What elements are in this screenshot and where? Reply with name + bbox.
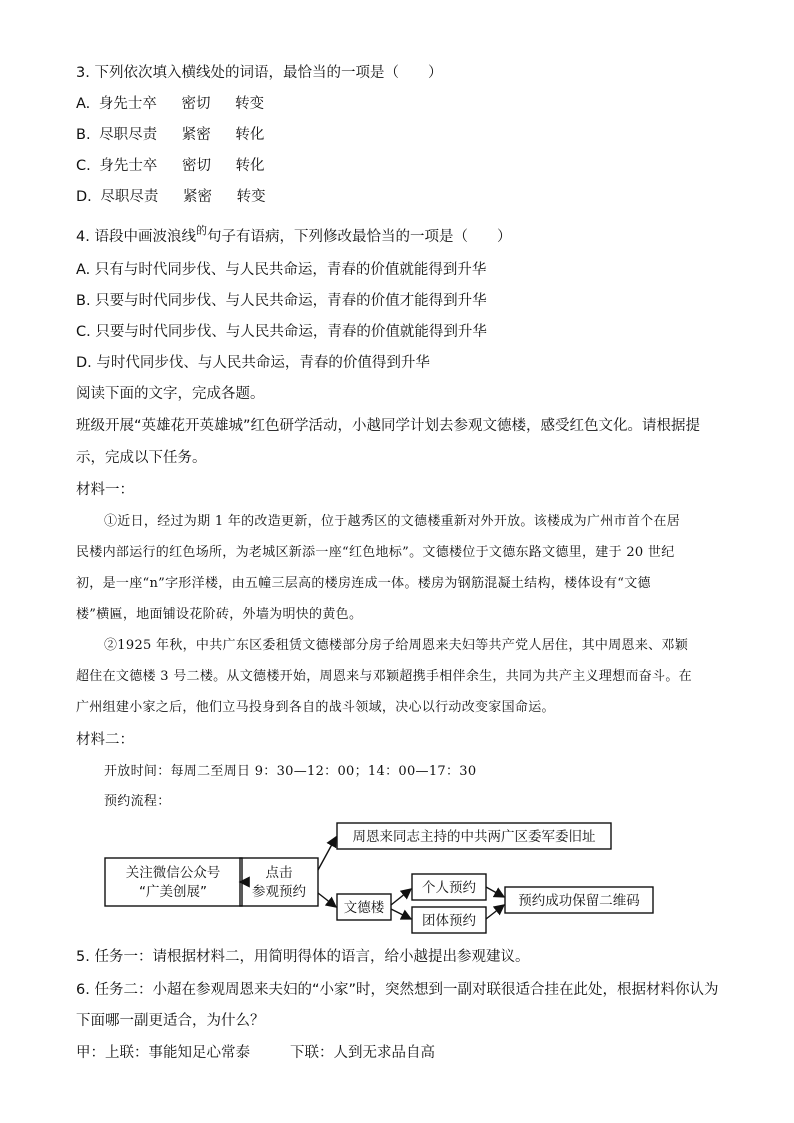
option-word-3: 转化 bbox=[235, 127, 265, 143]
option-label: D. bbox=[76, 189, 92, 205]
wechat-line-1: 关注微信公众号 bbox=[125, 865, 221, 881]
q4-option-d: D. 与时代同步伐、与人民共命运，青春的价值得到升华 bbox=[76, 355, 430, 371]
booking-flowchart bbox=[0, 815, 794, 940]
arrow-to-wende bbox=[318, 893, 336, 907]
group-label: 团体预约 bbox=[422, 913, 476, 929]
zhou-site-label: 周恩来同志主持的中共两广区委军委旧址 bbox=[352, 829, 596, 845]
personal-label: 个人预约 bbox=[422, 880, 476, 896]
option-word-2: 密切 bbox=[181, 96, 211, 112]
q4-option-c: C. 只要与时代同步伐、与人民共命运，青春的价值就能得到升华 bbox=[76, 324, 487, 340]
material-1-line-1: ①近日，经过为期 1 年的改造更新，位于越秀区的文德楼重新对外开放。该楼成为广州市首个在居 bbox=[104, 514, 681, 529]
q4-stem-superscript: 的 bbox=[195, 224, 207, 237]
option-word-2: 紧密 bbox=[183, 189, 212, 205]
q3-stem: 3. 下列依次填入横线处的词语，最恰当的一项是（ ） bbox=[76, 65, 443, 81]
option-word-3: 转化 bbox=[235, 158, 265, 174]
option-word-2: 密切 bbox=[181, 158, 211, 174]
q3-option-b bbox=[76, 125, 264, 145]
q6-stem-line-2: 下面哪一副更适合，为什么？ bbox=[76, 1013, 265, 1029]
q4-stem-part-b: 句子有语病，下列修改最恰当的一项是（ ） bbox=[206, 229, 512, 245]
option-label: C. bbox=[76, 158, 91, 174]
opening-hours: 开放时间：每周二至周日 9：30—12：00；14：00—17：30 bbox=[104, 764, 477, 779]
material-1-line-5: ②1925 年秋，中共广东区委租赁文德楼部分房子给周恩来夫妇等共产党人居住，其中周恩来、邓颖 bbox=[104, 638, 689, 653]
option-word-3: 转变 bbox=[236, 189, 266, 205]
arrow-to-group bbox=[391, 909, 411, 919]
q5-stem: 5. 任务一：请根据材料二，用简明得体的语言，给小越提出参观建议。 bbox=[76, 949, 530, 965]
activity-intro-line-1: 班级开展“英雄花开英雄城”红色研学活动，小越同学计划去参观文德楼，感受红色文化。请根据提 bbox=[76, 418, 701, 434]
option-word-1: 尽职尽责 bbox=[100, 189, 159, 205]
q4-stem-part-a: 4. 语段中画波浪线 bbox=[76, 229, 196, 245]
material-1-line-4: 楼”横匾，地面铺设花阶砖，外墙为明快的黄色。 bbox=[76, 607, 363, 622]
option-label: A. bbox=[76, 96, 91, 112]
q4-option-a: A. 只有与时代同步伐、与人民共命运，青春的价值就能得到升华 bbox=[76, 262, 487, 278]
arrow-group-to-qr bbox=[486, 905, 504, 919]
couplet-jia-lower: 下联：人到无求品自高 bbox=[290, 1045, 435, 1061]
material-1-title: 材料一： bbox=[76, 482, 134, 498]
material-1-line-7: 广州组建小家之后，他们立马投身到各自的战斗领域，决心以行动改变家国命运。 bbox=[76, 700, 555, 715]
q3-option-a bbox=[76, 94, 264, 114]
q4-stem bbox=[76, 224, 512, 248]
couplet-jia-upper: 甲：上联：事能知足心常泰 bbox=[76, 1045, 250, 1061]
material-1-line-6: 超住在文德楼 3 号二楼。从文德楼开始，周恩来与邓颖超携手相伴余生，共同为共产主义理想而奋斗。在 bbox=[76, 669, 692, 684]
q4-option-b: B. 只要与时代同步伐、与人民共命运，青春的价值才能得到升华 bbox=[76, 293, 487, 309]
q3-option-c bbox=[76, 156, 265, 176]
q3-option-d bbox=[76, 187, 266, 207]
wechat-line-2: “广美创展” bbox=[139, 884, 207, 900]
option-label: B. bbox=[76, 127, 91, 143]
option-word-1: 尽职尽责 bbox=[99, 127, 158, 143]
activity-intro-line-2: 示，完成以下任务。 bbox=[76, 450, 207, 466]
q6-stem-line-1: 6. 任务二：小超在参观周恩来夫妇的“小家”时，突然想到一副对联很适合挂在此处，根据材料你认为 bbox=[76, 982, 719, 998]
material-1-line-3: 初，是一座“n”字形洋楼，由五幢三层高的楼房连成一体。楼房为钢筋混凝土结构，楼体设有“文德 bbox=[76, 576, 651, 591]
option-word-1: 身先士卒 bbox=[98, 96, 157, 112]
wende-label: 文德楼 bbox=[343, 900, 385, 916]
arrow-to-zhou bbox=[318, 837, 336, 870]
arrow-to-personal bbox=[391, 889, 411, 905]
qrcode-label: 预约成功保留二维码 bbox=[518, 893, 640, 909]
couplet-jia bbox=[76, 1043, 435, 1063]
booking-process-label: 预约流程： bbox=[104, 794, 171, 809]
material-1-line-2: 民楼内部运行的红色场所，为老城区新添一座“红色地标”。文德楼位于文德东路文德里，建于 20 世纪 bbox=[76, 545, 675, 560]
option-word-2: 紧密 bbox=[181, 127, 211, 143]
option-word-3: 转变 bbox=[235, 96, 265, 112]
click-line-1: 点击 bbox=[265, 865, 293, 881]
material-2-title: 材料二： bbox=[76, 732, 134, 748]
arrow-personal-to-qr bbox=[486, 887, 504, 897]
option-word-1: 身先士卒 bbox=[99, 158, 158, 174]
reading-instruction: 阅读下面的文字，完成各题。 bbox=[76, 386, 265, 402]
click-line-2: 参观预约 bbox=[252, 884, 306, 900]
